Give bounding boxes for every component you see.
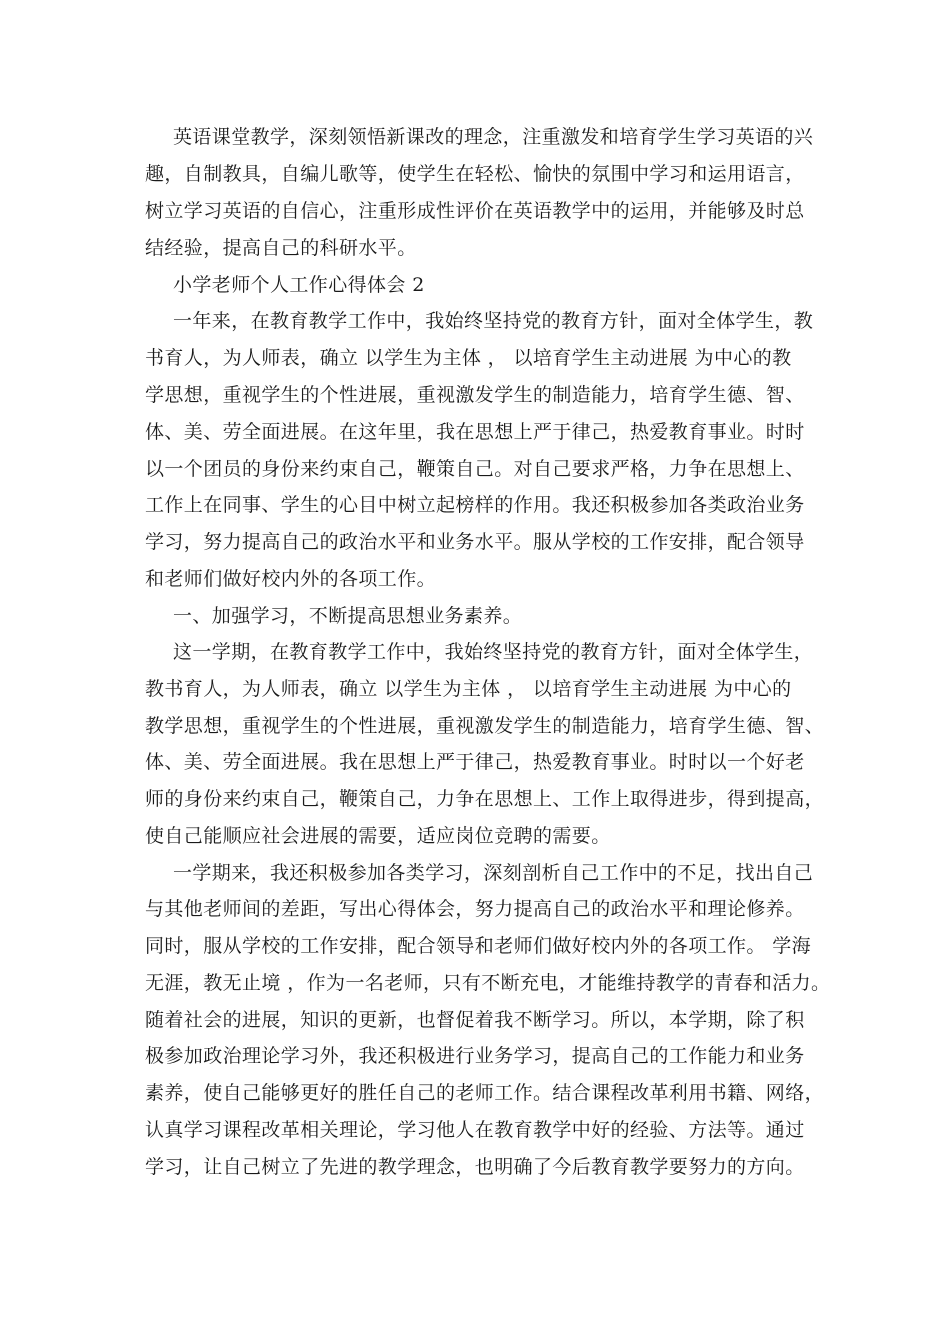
text-line: 英语课堂教学，深刻领悟新课改的理念，注重激发和培育学生学习英语的兴: [173, 126, 814, 148]
text-line: 这一学期，在教育教学工作中，我始终坚持党的教育方针，面对全体学生，: [173, 641, 814, 663]
text-line: 体、美、劳全面进展。我在思想上严于律己，热爱教育事业。时时以一个好老: [145, 751, 805, 773]
text-line: 同时，服从学校的工作安排，配合领导和老师们做好校内外的各项工作。 学海: [145, 935, 812, 957]
text-line: 师的身份来约束自己，鞭策自己，力争在思想上、工作上取得进步，得到提高，: [145, 788, 825, 810]
text-line: 一年来，在教育教学工作中，我始终坚持党的教育方针，面对全体学生，教: [173, 310, 814, 332]
text-line: 工作上在同事、学生的心目中树立起榜样的作用。我还积极参加各类政治业务: [145, 494, 805, 516]
text-line: 树立学习英语的自信心，注重形成性评价在英语教学中的运用，并能够及时总: [145, 200, 805, 222]
text-line: 学习，努力提高自己的政治水平和业务水平。服从学校的工作安排，配合领导: [145, 531, 805, 553]
section-heading: 一、加强学习，不断提高思想业务素养。: [173, 605, 523, 627]
text-line: 随着社会的进展，知识的更新，也督促着我不断学习。所以，本学期，除了积: [145, 1009, 805, 1031]
text-line: 认真学习课程改革相关理论，学习他人在教育教学中好的经验、方法等。通过: [145, 1119, 805, 1141]
section-heading: 小学老师个人工作心得体会 2: [173, 274, 425, 296]
text-line: 体、美、劳全面进展。在这年里，我在思想上严于律己，热爱教育事业。时时: [145, 421, 805, 443]
text-line: 无涯，教无止境 ，作为一名老师，只有不断充电，才能维持教学的青春和活力。: [145, 972, 831, 994]
text-line: 学思想，重视学生的个性进展，重视激发学生的制造能力，培育学生德、智、: [145, 384, 805, 406]
text-line: 教书育人，为人师表，确立 以学生为主体 ， 以培育学生主动进展 为中心的: [145, 678, 792, 700]
text-line: 一学期来，我还积极参加各类学习，深刻剖析自己工作中的不足，找出自己: [173, 862, 814, 884]
text-line: 以一个团员的身份来约束自己，鞭策自己。对自己要求严格，力争在思想上、: [145, 458, 805, 480]
text-line: 极参加政治理论学习外，我还积极进行业务学习，提高自己的工作能力和业务: [145, 1045, 805, 1067]
text-line: 与其他老师间的差距，写出心得体会，努力提高自己的政治水平和理论修养。: [145, 898, 805, 920]
text-line: 教学思想，重视学生的个性进展，重视激发学生的制造能力，培育学生德、智、: [145, 715, 825, 737]
text-line: 趣，自制教具，自编儿歌等，使学生在轻松、愉快的氛围中学习和运用语言，: [145, 163, 805, 185]
text-line: 书育人，为人师表，确立 以学生为主体 ， 以培育学生主动进展 为中心的教: [145, 347, 792, 369]
text-line: 结经验，提高自己的科研水平。: [145, 237, 417, 259]
text-line: 素养，使自己能够更好的胜任自己的老师工作。结合课程改革利用书籍、网络，: [145, 1082, 825, 1104]
text-line: 使自己能顺应社会进展的需要，适应岗位竞聘的需要。: [145, 825, 611, 847]
text-line: 和老师们做好校内外的各项工作。: [145, 568, 437, 590]
text-line: 学习，让自己树立了先进的教学理念，也明确了今后教育教学要努力的方向。: [145, 1156, 805, 1178]
